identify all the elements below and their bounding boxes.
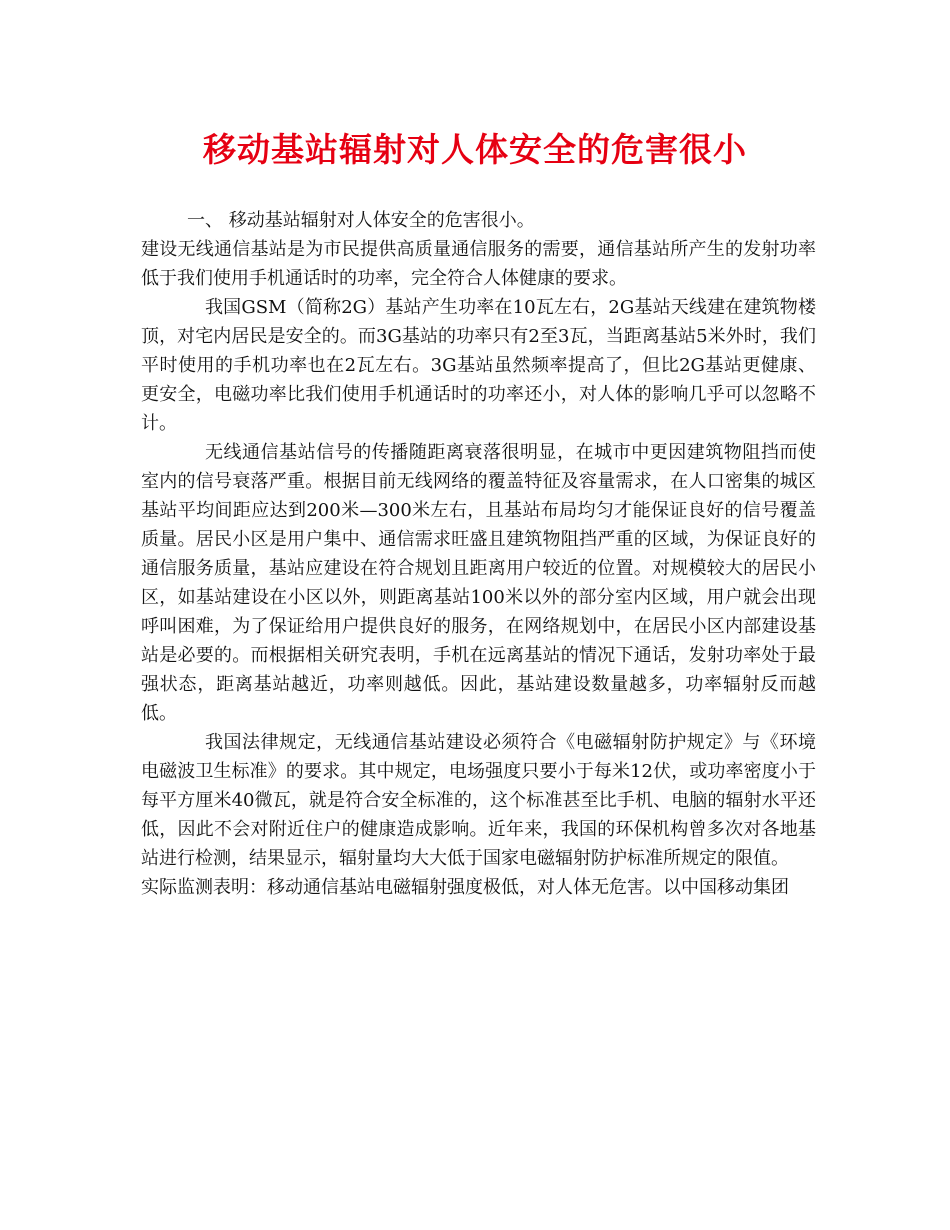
paragraph-5: 实际监测表明：移动通信基站电磁辐射强度极低，对人体无危害。以中国移动集团 [141,877,789,898]
paragraph-3: 无线通信基站信号的传播随距离衰落很明显，在城市中更因建筑物阻挡而使室内的信号衰落严重。根据目前无线网络的覆盖特征及容量需求，在人口密集的城区基站平均间距应达到200米—300米左右，且基站布局均匀才能保证良好的信号覆盖质量。居民小区是用户集中、通信需求旺盛且建筑物阻挡严重的区域，为保证良好的通信服务质量，基站应建设在符合规划且距离用户较近的位置。对规模较大的居民小区，如基站建设在小区以外，则距离基站100米以外的部分室内区域，用户就会出现呼叫困难，为了保证给用户提供良好的服务，在网络规划中，在居民小区内部建设基站是必要的。而根据相关研究表明，手机在远离基站的情况下通话，发射功率处于最强状态，距离基站越近，功率则越低。因此，基站建设数量越多，功率辐射反而越低。 [141,442,816,724]
paragraph-2: 我国GSM（简称2G）基站产生功率在10瓦左右，2G基站天线建在建筑物楼顶，对宅内居民是安全的。而3G基站的功率只有2至3瓦，当距离基站5米外时，我们平时使用的手机功率也在2瓦左右。3G基站虽然频率提高了，但比2G基站更健康、更安全，电磁功率比我们使用手机通话时的功率还小，对人体的影响几乎可以忽略不计。 [141,297,816,434]
section-heading: 一、 移动基站辐射对人体安全的危害很小。 [187,210,535,231]
document-body [141,206,816,902]
paragraph-1: 建设无线通信基站是为市民提供高质量通信服务的需要，通信基站所产生的发射功率低于我们使用手机通话时的功率，完全符合人体健康的要求。 [141,239,816,289]
paragraph-4: 我国法律规定，无线通信基站建设必须符合《电磁辐射防护规定》与《环境电磁波卫生标准》的要求。其中规定，电场强度只要小于每米12伏，或功率密度小于每平方厘米40微瓦，就是符合安全标准的，这个标准甚至比手机、电脑的辐射水平还低，因此不会对附近住户的健康造成影响。近年来，我国的环保机构曾多次对各地基站进行检测，结果显示，辐射量均大大低于国家电磁辐射防护标准所规定的限值。 [141,732,816,869]
document-title: 移动基站辐射对人体安全的危害很小 [203,130,747,169]
